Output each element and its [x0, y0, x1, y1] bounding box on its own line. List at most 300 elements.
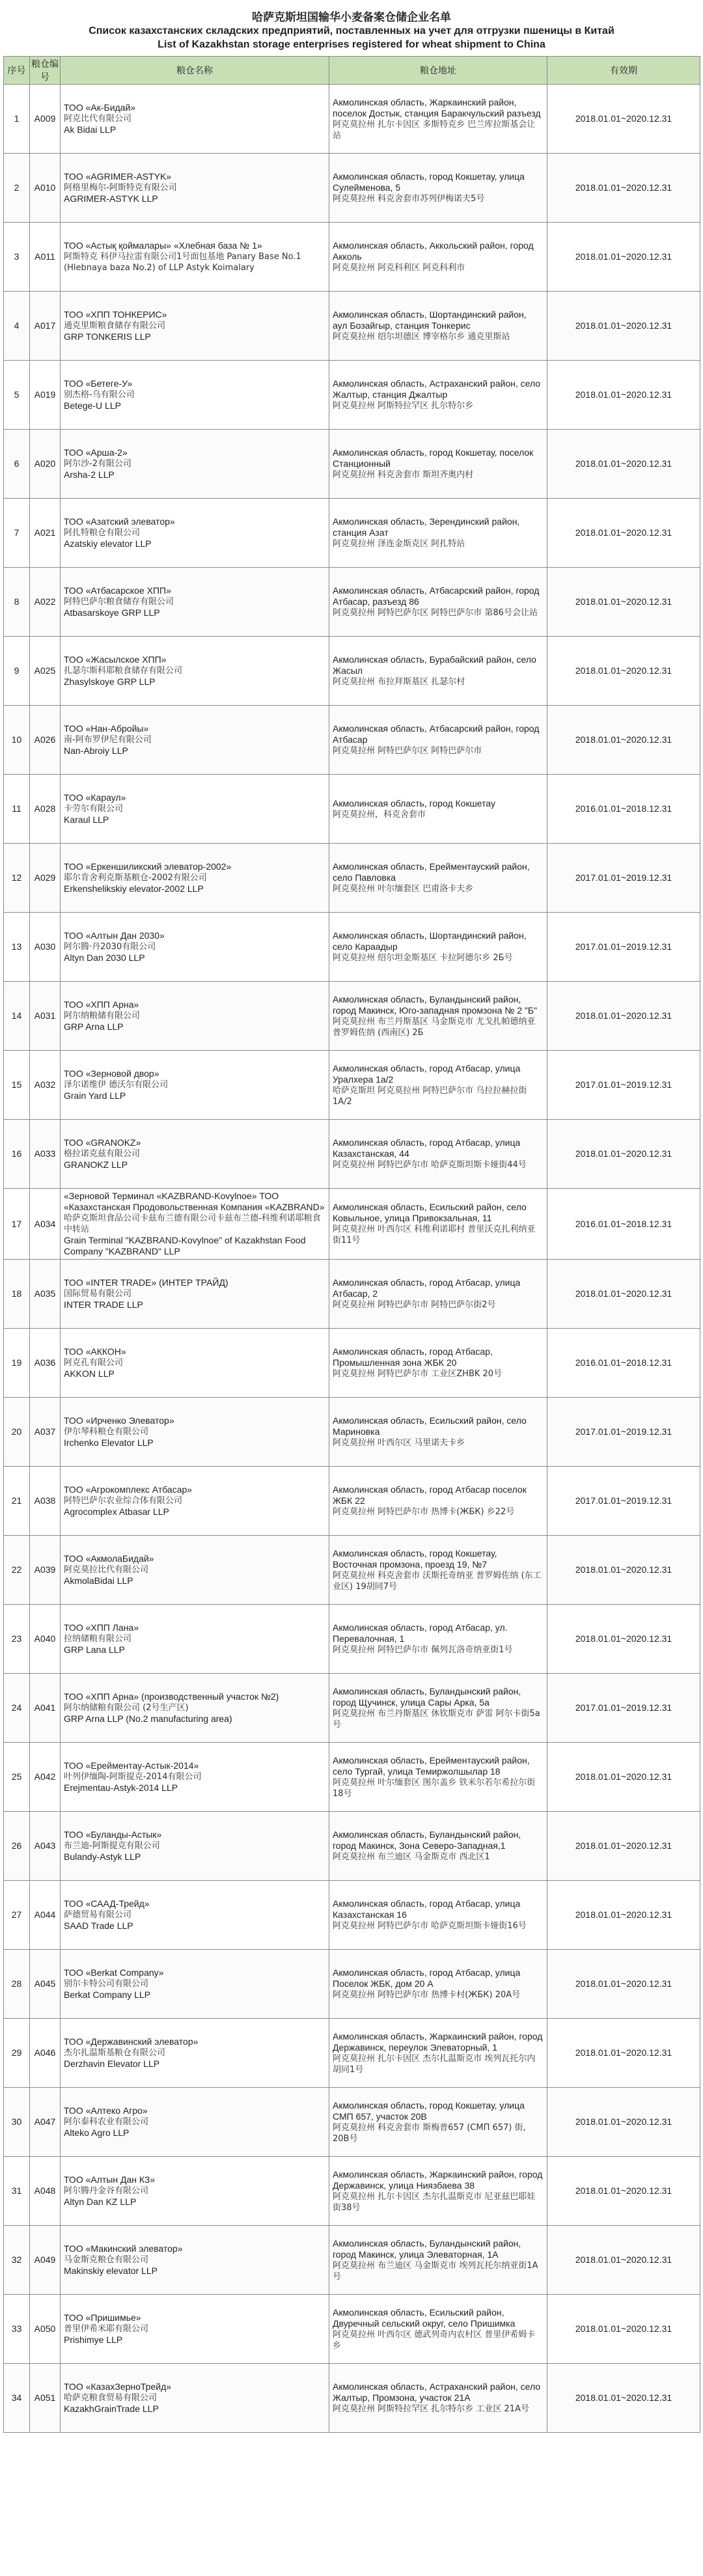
- row-code: A040: [30, 1605, 61, 1674]
- table-row: [4, 85, 700, 154]
- table-row: [4, 568, 700, 637]
- row-name: [61, 1120, 329, 1189]
- address-zh: 阿克莫拉州 阿特巴萨尔市 热博卡(ЖБК) 乡22号: [333, 1507, 515, 1517]
- address-ru: Акмолинская область, Жаркаинский район, город Державинск, улица Ниязбаева 38: [333, 2168, 543, 2191]
- row-validity: 2016.01.01~2018.12.31: [547, 775, 700, 844]
- name-zh: 阿特巴萨尔粮食储存有限公司: [64, 597, 174, 607]
- table-row: [4, 775, 700, 844]
- address-ru: Акмолинская область, Астраханский район, село Жалтыр, станция Джалтыр: [333, 378, 541, 400]
- row-code: A038: [30, 1467, 61, 1536]
- name-en: GRP Arna LLP (No.2 manufacturing area): [64, 1713, 232, 1724]
- row-number: 7: [4, 499, 30, 568]
- name-zh: 阿尔腾·丹2030有限公司: [64, 942, 156, 952]
- row-code: A048: [30, 2157, 61, 2226]
- name-zh: 阿扎特粮仓有限公司: [64, 528, 141, 538]
- name-zh: 扎瑟尔斯科耶粮食储存有限公司: [64, 666, 183, 676]
- row-address: [329, 430, 547, 499]
- row-code: A011: [30, 223, 61, 292]
- name-ru: ТОО «Berkat Company»: [64, 1967, 164, 1978]
- row-validity: 2018.01.01~2020.12.31: [547, 430, 700, 499]
- row-address: [329, 1674, 547, 1743]
- row-address: [329, 1260, 547, 1329]
- name-en: AKKON LLP: [64, 1368, 115, 1379]
- row-name: [61, 2226, 329, 2295]
- row-number: 8: [4, 568, 30, 637]
- name-en: AGRIMER-ASTYK LLP: [64, 193, 158, 204]
- name-ru: ТОО «Арша-2»: [64, 447, 128, 458]
- row-validity: 2018.01.01~2020.12.31: [547, 2295, 700, 2364]
- address-zh: 阿克莫拉州，科克舍套市: [333, 809, 426, 820]
- address-ru: Акмолинская область, Есильский район, село Мариновка: [333, 1415, 527, 1437]
- address-zh: 阿克莫拉州 扎尔卡因区 杰尔扎温斯克市 尼亚兹巴耶娃街38号: [333, 2191, 536, 2213]
- table-row: [4, 499, 700, 568]
- row-name: [61, 775, 329, 844]
- table-row: [4, 844, 700, 913]
- table-row: [4, 1051, 700, 1120]
- address-zh: 阿克莫拉州 阿特巴萨尔区 阿特巴萨尔市 第86号会让站: [333, 608, 538, 618]
- row-validity: 2018.01.01~2020.12.31: [547, 2088, 700, 2157]
- row-number: 12: [4, 844, 30, 913]
- address-ru: Акмолинская область, Жаркаинский район, город Державинск, переулок Элеваторный, 1: [333, 2030, 543, 2053]
- row-address: [329, 2226, 547, 2295]
- row-validity: 2018.01.01~2020.12.31: [547, 1536, 700, 1605]
- table-row: [4, 1189, 700, 1260]
- row-address: [329, 1743, 547, 1812]
- address-ru: Акмолинская область, город Кокшетау, Восточная промзона, проезд 19, №7: [333, 1547, 497, 1570]
- name-en: Atbasarskoye GRP LLP: [64, 607, 160, 618]
- row-number: 1: [4, 85, 30, 154]
- address-zh: 阿克莫拉州 叶西尔区 科维利诺耶村 普里沃克扎利纳亚街11号: [333, 1225, 536, 1245]
- name-ru: ТОО «АККОН»: [64, 1346, 126, 1357]
- row-address: [329, 1812, 547, 1881]
- row-code: A033: [30, 1120, 61, 1189]
- row-validity: 2018.01.01~2020.12.31: [547, 982, 700, 1051]
- name-zh: 杰尔扎温斯基粮仓有限公司: [64, 2048, 166, 2058]
- name-zh: 布兰迪-阿斯提克有限公司: [64, 1841, 160, 1851]
- address-zh: 阿克莫拉州 科克舍套市 斯坦齐奥内村: [333, 470, 474, 480]
- name-zh: 耶尔肯舍利克斯基粮仓-2002有限公司: [64, 873, 207, 883]
- row-number: 5: [4, 361, 30, 430]
- name-en: Makinskiy elevator LLP: [64, 2265, 158, 2276]
- row-validity: 2018.01.01~2020.12.31: [547, 1120, 700, 1189]
- name-en: Altyn Dan 2030 LLP: [64, 952, 145, 963]
- table-row: [4, 913, 700, 982]
- table-row: [4, 1329, 700, 1398]
- row-code: A047: [30, 2088, 61, 2157]
- address-zh: 阿克莫拉州 科克舍套市 斯梅普657 (СМП 657) 街, 20B号: [333, 2122, 526, 2144]
- table-row: [4, 2295, 700, 2364]
- header-address: 粮仓地址: [329, 57, 547, 85]
- address-ru: Акмолинская область, Бурабайский район, село Жасыл: [333, 654, 536, 676]
- row-code: A051: [30, 2364, 61, 2433]
- name-zh: 萨德贸易有限公司: [64, 1910, 132, 1920]
- name-ru: ТОО «Еркеншиликский элеватор-2002»: [64, 861, 232, 872]
- address-zh: 阿克莫拉州 科克舍套市 沃斯托奇纳亚 普罗姆佐纳 (东工业区) 19胡同7号: [333, 1570, 542, 1592]
- address-zh: 阿克莫拉州 阿特巴萨尔市 工业区ZHBK 20号: [333, 1369, 503, 1379]
- name-ru: ТОО «Азатский элеватор»: [64, 516, 175, 527]
- table-row: [4, 1260, 700, 1329]
- row-number: 13: [4, 913, 30, 982]
- row-code: A042: [30, 1743, 61, 1812]
- table-body: [4, 85, 700, 2433]
- name-ru: ТОО «Бетеге-У»: [64, 378, 133, 389]
- header-number: 序号: [4, 57, 30, 85]
- name-en: Bulandy-Astyk LLP: [64, 1851, 141, 1862]
- name-zh: 泽尔诺维伊 德沃尔有限公司: [64, 1080, 169, 1090]
- row-name: [61, 1189, 329, 1260]
- name-zh: 阿克莫拉比代有限公司: [64, 1565, 149, 1575]
- name-ru: ТОО «Ак-Бидай»: [64, 102, 136, 113]
- row-name: [61, 1467, 329, 1536]
- name-en: Zhasylskoye GRP LLP: [64, 676, 156, 687]
- address-zh: 阿克莫拉州 阿特巴萨尔市 佩列瓦洛奇纳亚街1号: [333, 1645, 513, 1655]
- address-zh: 阿克莫拉州 叶尔缅套区 巴甫洛卡夫乡: [333, 884, 474, 894]
- address-ru: Акмолинская область, Буландынский район, город Макинск, Зона Северо-Западная,1: [333, 1829, 521, 1851]
- row-number: 33: [4, 2295, 30, 2364]
- name-ru: ТОО «AGRIMER-ASTYK»: [64, 171, 172, 182]
- row-validity: 2018.01.01~2020.12.31: [547, 1881, 700, 1950]
- row-validity: 2018.01.01~2020.12.31: [547, 706, 700, 775]
- row-number: 30: [4, 2088, 30, 2157]
- name-en: Alteko Agro LLP: [64, 2127, 130, 2138]
- name-zh: 阿尔沙-2有限公司: [64, 459, 131, 469]
- name-zh: 卡劳尔有限公司: [64, 804, 124, 814]
- address-zh: 阿克莫拉州 阿斯特拉罕区 扎尔特尔乡 工业区 21A号: [333, 2404, 529, 2414]
- address-ru: Акмолинская область, город Атбасар, улица Казахстанская, 44: [333, 1137, 521, 1159]
- name-ru: ТОО «INTER TRADE» (ИНТЕР ТРАЙД): [64, 1277, 228, 1288]
- row-validity: 2018.01.01~2020.12.31: [547, 361, 700, 430]
- row-number: 2: [4, 154, 30, 223]
- name-ru: ТОО «Астық қоймалары» «Хлебная база № 1»: [64, 240, 262, 251]
- row-code: A019: [30, 361, 61, 430]
- name-en: Azatskiy elevator LLP: [64, 538, 152, 549]
- name-zh: 格拉诺克兹有限公司: [64, 1149, 141, 1159]
- address-zh: 阿克莫拉州 阿特巴萨尔区 阿特巴萨尔市: [333, 746, 482, 756]
- row-validity: 2018.01.01~2020.12.31: [547, 85, 700, 154]
- row-address: [329, 292, 547, 361]
- row-address: [329, 982, 547, 1051]
- name-ru: ТОО «Зерновой двор»: [64, 1068, 159, 1079]
- row-number: 10: [4, 706, 30, 775]
- row-name: [61, 1812, 329, 1881]
- row-address: [329, 1398, 547, 1467]
- row-address: [329, 706, 547, 775]
- name-zh: 阿尔腾丹金谷有限公司: [64, 2186, 149, 2196]
- row-validity: 2018.01.01~2020.12.31: [547, 2364, 700, 2433]
- row-validity: 2018.01.01~2020.12.31: [547, 568, 700, 637]
- table-row: [4, 1743, 700, 1812]
- row-address: [329, 1950, 547, 2019]
- table-row: [4, 2019, 700, 2088]
- row-number: 22: [4, 1536, 30, 1605]
- address-ru: Акмолинская область, город Атбасар, улица Атбасар, 2: [333, 1277, 521, 1299]
- row-number: 11: [4, 775, 30, 844]
- row-name: [61, 1051, 329, 1120]
- address-zh: 阿克莫拉州 叶西尔区 马里诺夫卡乡: [333, 1438, 465, 1448]
- row-validity: 2018.01.01~2020.12.31: [547, 1812, 700, 1881]
- name-en: Irchenko Elevator LLP: [64, 1437, 154, 1448]
- name-zh: 别杰格-乌有限公司: [64, 390, 135, 400]
- name-en: Arsha-2 LLP: [64, 469, 115, 480]
- name-zh: 马金斯克粮仓有限公司: [64, 2255, 149, 2265]
- row-validity: 2017.01.01~2019.12.31: [547, 1467, 700, 1536]
- name-en: GRP Lana LLP: [64, 1644, 125, 1655]
- address-zh: 阿克莫拉州 扎尔卡因区 多斯特克乡 巴兰库拉斯基会让站: [333, 119, 536, 141]
- name-en: Derzhavin Elevator LLP: [64, 2058, 160, 2069]
- storage-table: [3, 56, 700, 2433]
- row-address: [329, 1467, 547, 1536]
- row-name: [61, 1398, 329, 1467]
- table-row: [4, 1950, 700, 2019]
- name-ru: ТОО «Пришимье»: [64, 2312, 141, 2323]
- row-name: [61, 1260, 329, 1329]
- name-ru: ТОО «СААД-Трейд»: [64, 1898, 150, 1909]
- row-address: [329, 1605, 547, 1674]
- address-zh: 阿克莫拉州 阿特巴萨尔市 哈萨克斯坦斯卡娅街16号: [333, 1921, 527, 1931]
- address-ru: Акмолинская область, город Кокшетау, улица Сулейменова, 5: [333, 171, 525, 193]
- row-validity: 2018.01.01~2020.12.31: [547, 2157, 700, 2226]
- row-validity: 2018.01.01~2020.12.31: [547, 2226, 700, 2295]
- name-zh: 阿克比代有限公司: [64, 114, 132, 124]
- address-zh: 阿克莫拉州 扎尔卡因区 杰尔扎温斯克市 埃列瓦托尔内胡同1号: [333, 2053, 536, 2075]
- header-name: 粮仓名称: [61, 57, 329, 85]
- row-number: 4: [4, 292, 30, 361]
- name-zh: 南-阿布罗伊尼有限公司: [64, 735, 152, 745]
- address-ru: Акмолинская область, Атбасарский район, город Атбасар, разъезд 86: [333, 585, 540, 607]
- name-en: Nan-Abroiy LLP: [64, 745, 128, 756]
- row-address: [329, 2295, 547, 2364]
- name-en: KazakhGrainTrade LLP: [64, 2403, 159, 2414]
- table-row: [4, 2364, 700, 2433]
- name-ru: «Зерновой Терминал «KAZBRAND-Kovylnoe» ТОО «Казахстанская Продовольственная Компания «KAZBRAND»: [64, 1191, 325, 1212]
- address-ru: Акмолинская область, Ерейментауский район, село Тургай, улица Темиржолшылар 18: [333, 1754, 530, 1777]
- address-zh: 阿克莫拉州 布拉拜斯基区 扎瑟尔村: [333, 677, 465, 687]
- row-validity: 2018.01.01~2020.12.31: [547, 1950, 700, 2019]
- address-ru: Акмолинская область, Атбасарский район, город Атбасар: [333, 723, 540, 745]
- name-en: GRP TONKERIS LLP: [64, 331, 151, 342]
- name-zh: 伊尔琴科粮仓有限公司: [64, 1427, 149, 1437]
- row-validity: 2018.01.01~2020.12.31: [547, 1743, 700, 1812]
- row-number: 17: [4, 1189, 30, 1260]
- name-zh: 普里伊希米耶有限公司: [64, 2324, 149, 2334]
- row-number: 34: [4, 2364, 30, 2433]
- address-zh: 哈萨克斯坦 阿克莫拉州 阿特巴萨尔市 乌拉拉赫拉街1A/2: [333, 1085, 527, 1107]
- address-zh: 阿克莫拉州 阿克科利区 阿克科利市: [333, 263, 465, 273]
- table-header: [4, 57, 700, 85]
- row-name: [61, 706, 329, 775]
- row-code: A021: [30, 499, 61, 568]
- row-address: [329, 1189, 547, 1260]
- name-en: Ak Bidai LLP: [64, 124, 117, 135]
- name-zh: 叶列伊缅陶-阿斯提克-2014有限公司: [64, 1772, 202, 1782]
- name-ru: ТОО «Макинский элеватор»: [64, 2243, 183, 2254]
- row-address: [329, 154, 547, 223]
- row-number: 32: [4, 2226, 30, 2295]
- name-ru: ТОО «Нан-Абройы»: [64, 723, 149, 734]
- name-ru: ТОО «Атбасарское ХПП»: [64, 585, 171, 596]
- row-validity: 2016.01.01~2018.12.31: [547, 1329, 700, 1398]
- document-header: [0, 0, 703, 56]
- row-name: [61, 292, 329, 361]
- row-code: A022: [30, 568, 61, 637]
- table-row: [4, 2157, 700, 2226]
- row-validity: 2017.01.01~2019.12.31: [547, 1398, 700, 1467]
- row-number: 25: [4, 1743, 30, 1812]
- address-zh: 阿克莫拉州 阿特巴萨尔市 哈萨克斯坦斯卡娅街44号: [333, 1160, 527, 1170]
- table-row: [4, 154, 700, 223]
- row-code: A017: [30, 292, 61, 361]
- row-address: [329, 1329, 547, 1398]
- row-name: [61, 1881, 329, 1950]
- row-code: A020: [30, 430, 61, 499]
- row-validity: 2018.01.01~2020.12.31: [547, 292, 700, 361]
- row-address: [329, 844, 547, 913]
- table-row: [4, 1398, 700, 1467]
- row-number: 29: [4, 2019, 30, 2088]
- name-zh: 哈萨克斯坦食品公司卡兹布兰德有限公司卡兹布兰德-科维利诺耶粮食中转站: [64, 1213, 321, 1234]
- address-ru: Акмолинская область, город Кокшетау, поселок Станционный: [333, 447, 534, 469]
- name-en: Altyn Dan KZ LLP: [64, 2196, 137, 2207]
- name-ru: ТОО «Державинский элеватор»: [64, 2036, 199, 2047]
- address-zh: 阿克莫拉州 叶尔缅套区 图尔盖乡 铁米尔若尔希拉尔街18号: [333, 1777, 536, 1799]
- name-en: GRP Arna LLP: [64, 1021, 124, 1032]
- row-number: 23: [4, 1605, 30, 1674]
- address-zh: 阿克莫拉州 科克舍套市苏列伊梅诺夫5号: [333, 194, 485, 204]
- row-code: A036: [30, 1329, 61, 1398]
- name-ru: ТОО «АкмолаБидай»: [64, 1553, 154, 1564]
- row-code: A026: [30, 706, 61, 775]
- row-code: A043: [30, 1812, 61, 1881]
- row-number: 15: [4, 1051, 30, 1120]
- name-zh: 阿尔泰科农业有限公司: [64, 2117, 149, 2127]
- row-validity: 2016.01.01~2018.12.31: [547, 1189, 700, 1260]
- name-ru: ТОО «ХПП Арна»: [64, 999, 139, 1010]
- address-ru: Акмолинская область, город Атбасар, улица Уралхера 1а/2: [333, 1062, 521, 1085]
- row-code: A049: [30, 2226, 61, 2295]
- row-address: [329, 1536, 547, 1605]
- name-ru: ТОО «Алтеко Агро»: [64, 2105, 148, 2116]
- name-ru: ТОО «GRANOKZ»: [64, 1137, 141, 1148]
- row-number: 9: [4, 637, 30, 706]
- row-address: [329, 637, 547, 706]
- row-validity: 2017.01.01~2019.12.31: [547, 1674, 700, 1743]
- title-ru: Список казахстанских складских предприятий, поставленных на учет для отгрузки пшеницы в Китай: [89, 25, 614, 36]
- address-ru: Акмолинская область, Жаркаинский район, поселок Достык, станция Баракчульский разъезд: [333, 96, 541, 118]
- row-name: [61, 844, 329, 913]
- name-ru: ТОО «ХПП Лана»: [64, 1622, 139, 1633]
- row-number: 21: [4, 1467, 30, 1536]
- row-name: [61, 154, 329, 223]
- name-en: Erejmentau-Astyk-2014 LLP: [64, 1782, 178, 1793]
- name-en: Grain Terminal "KAZBRAND-Kovylnoe" of Kazakhstan Food Company "KAZBRAND" LLP: [64, 1235, 306, 1256]
- row-name: [61, 913, 329, 982]
- name-en: INTER TRADE LLP: [64, 1299, 143, 1310]
- name-ru: ТОО «Жасылское ХПП»: [64, 654, 167, 665]
- address-ru: Акмолинская область, город Кокшетау, улица СМП 657, участок 20В: [333, 2099, 525, 2122]
- name-en: Betege-U LLP: [64, 400, 121, 411]
- name-en: GRANOKZ LLP: [64, 1159, 128, 1170]
- address-ru: Акмолинская область, город Атбасар поселок ЖБК 22: [333, 1484, 527, 1506]
- row-name: [61, 1536, 329, 1605]
- table-row: [4, 1120, 700, 1189]
- row-number: 16: [4, 1120, 30, 1189]
- name-zh: 阿尔纳储粮有限公司 (2号生产区): [64, 1703, 189, 1713]
- row-number: 18: [4, 1260, 30, 1329]
- name-zh: 阿特巴萨尔农业综合体有限公司: [64, 1496, 183, 1506]
- row-validity: 2017.01.01~2019.12.31: [547, 913, 700, 982]
- row-code: A031: [30, 982, 61, 1051]
- address-ru: Акмолинская область, Шортандинский район, село Караадыр: [333, 930, 527, 952]
- address-zh: 阿克莫拉州 布兰迪区 马金斯克市 埃列瓦托尔纳亚街1A号: [333, 2260, 538, 2282]
- row-code: A050: [30, 2295, 61, 2364]
- name-zh: 阿克孔有限公司: [64, 1358, 124, 1368]
- table-row: [4, 2088, 700, 2157]
- header-code: 粮仓编号: [30, 57, 61, 85]
- name-ru: ТОО «Агрокомплекс Атбасар»: [64, 1484, 193, 1495]
- row-validity: 2018.01.01~2020.12.31: [547, 2019, 700, 2088]
- address-ru: Акмолинская область, Есильский район, село Ковыльное, улица Привокзальная, 11: [333, 1202, 527, 1223]
- name-en: SAAD Trade LLP: [64, 1920, 133, 1931]
- address-ru: Акмолинская область, Буландынский район, город Макинск, улица Элеваторная, 1А: [333, 2237, 521, 2260]
- row-address: [329, 223, 547, 292]
- address-ru: Акмолинская область, Ерейментауский район, село Павловка: [333, 861, 530, 883]
- table-row: [4, 1605, 700, 1674]
- row-address: [329, 85, 547, 154]
- table-row: [4, 637, 700, 706]
- name-ru: ТОО «КазахЗерноТрейд»: [64, 2381, 172, 2392]
- row-validity: 2017.01.01~2019.12.31: [547, 1051, 700, 1120]
- row-number: 6: [4, 430, 30, 499]
- row-name: [61, 2364, 329, 2433]
- table-row: [4, 292, 700, 361]
- row-validity: 2018.01.01~2020.12.31: [547, 223, 700, 292]
- name-ru: ТОО «Буланды-Астык»: [64, 1829, 162, 1840]
- name-ru: ТОО «Алтын Дан 2030»: [64, 930, 165, 941]
- address-zh: 阿克莫拉州 布兰丹斯基区 马金斯克市 尤戈扎帕德纳亚 普罗姆佐纳 (西南区) 2Б: [333, 1016, 536, 1038]
- row-code: A041: [30, 1674, 61, 1743]
- address-ru: Акмолинская область, Буландынский район, город Щучинск, улица Сары Арка, 5а: [333, 1685, 521, 1708]
- address-ru: Акмолинская область, город Атбасар, Промышленная зона ЖБК 20: [333, 1346, 493, 1368]
- row-code: A039: [30, 1536, 61, 1605]
- row-number: 14: [4, 982, 30, 1051]
- table-row: [4, 430, 700, 499]
- address-zh: 阿克莫拉州 绍尔坦德区 博宰格尔乡 通克里斯站: [333, 332, 510, 342]
- address-zh: 阿克莫拉州 阿特巴萨尔市 热博卡村(ЖБК) 20A号: [333, 1990, 521, 2000]
- address-zh: 阿克莫拉州 绍尔坦金斯基区 卡拉阿德尔乡 2Б号: [333, 953, 513, 963]
- title-zh: 哈萨克斯坦国输华小麦备案仓储企业名单: [252, 11, 451, 24]
- name-zh: 阿尔纳粮储有限公司: [64, 1011, 141, 1021]
- name-en: Prishimye LLP: [64, 2334, 123, 2345]
- row-address: [329, 361, 547, 430]
- name-en: Erkenshelikskiy elevator-2002 LLP: [64, 883, 204, 894]
- table-row: [4, 1674, 700, 1743]
- row-address: [329, 913, 547, 982]
- row-validity: 2018.01.01~2020.12.31: [547, 637, 700, 706]
- name-ru: ТОО «Ирченко Элеватор»: [64, 1415, 174, 1426]
- row-code: A037: [30, 1398, 61, 1467]
- row-address: [329, 568, 547, 637]
- row-address: [329, 2157, 547, 2226]
- row-number: 26: [4, 1812, 30, 1881]
- row-name: [61, 430, 329, 499]
- row-code: A010: [30, 154, 61, 223]
- row-address: [329, 499, 547, 568]
- address-zh: 阿克莫拉州 叶西尔区 德武列奇内农村区 普里伊希姆卡乡: [333, 2329, 536, 2351]
- table-row: [4, 1881, 700, 1950]
- address-zh: 阿克莫拉州 泽连金斯克区 阿扎特站: [333, 539, 465, 549]
- row-name: [61, 637, 329, 706]
- row-code: A032: [30, 1051, 61, 1120]
